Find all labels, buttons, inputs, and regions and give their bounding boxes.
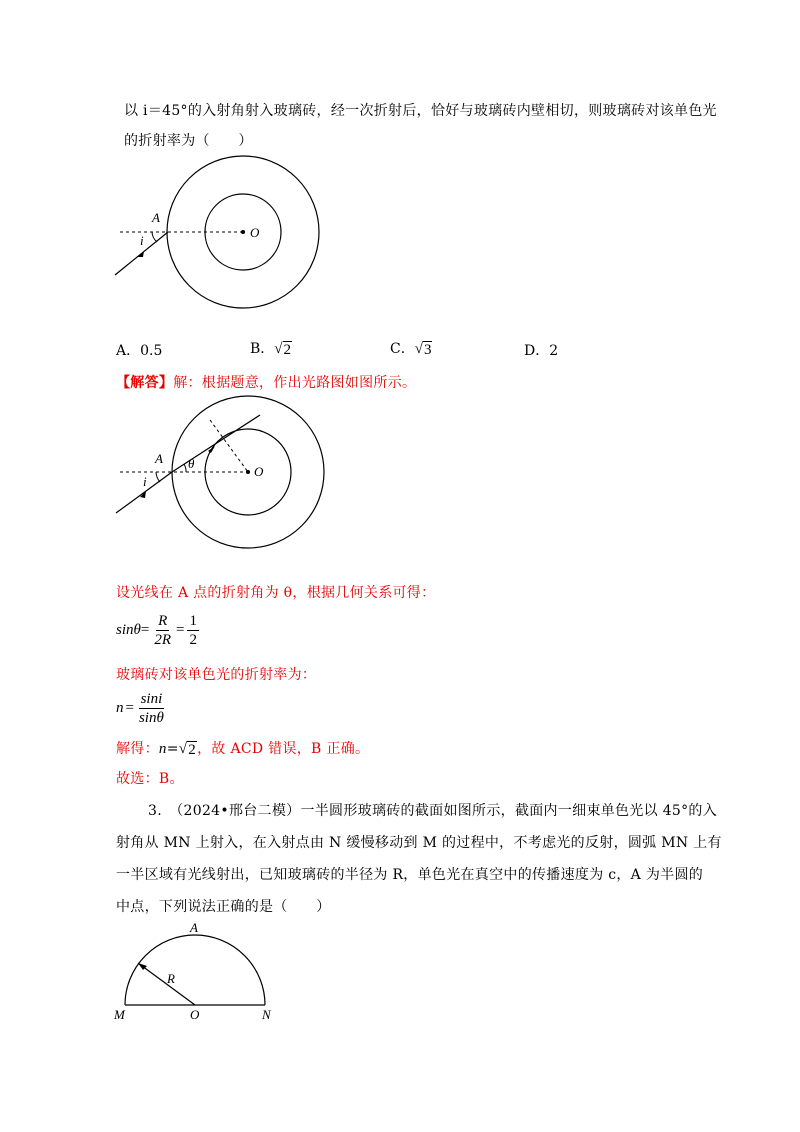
radius-to-tangent — [210, 420, 248, 472]
q3-stem-line1: 3. （2024•邢台二模）一半圆形玻璃砖的截面如图所示，截面内一细束单色光以 45°的入 — [148, 803, 718, 819]
angle-arc — [152, 232, 157, 242]
answer-step2: 玻璃砖对该单色光的折射率为： — [116, 667, 317, 683]
fig2-label-theta: θ — [188, 456, 195, 471]
semicircle-arc — [125, 935, 265, 1005]
answer-final: 故选：B。 — [116, 771, 184, 787]
q3-stem-line4: 中点，下列说法正确的是（ ） — [116, 899, 331, 915]
fig3-label-A: A — [190, 920, 198, 935]
ray-arrow — [138, 251, 144, 257]
fig1-label-A: A — [152, 210, 160, 225]
refracted-ray — [172, 415, 260, 472]
q2-figure — [100, 155, 340, 315]
answer-step1: 设光线在 A 点的折射角为 θ，根据几何关系可得： — [116, 585, 436, 601]
answer-solve: 解得：n= √ 2 ，故 ACD 错误，B 正确。 — [116, 741, 370, 758]
angle-arc-i — [156, 472, 160, 482]
option-c: C． √ 3 — [390, 341, 432, 358]
option-a: A．0.5 — [116, 343, 163, 359]
angle-arc-theta — [184, 464, 186, 472]
fig3-label-O: O — [190, 1007, 200, 1022]
q3-figure — [110, 920, 290, 1025]
fig2-label-A: A — [155, 451, 163, 466]
fig1-label-O: O — [250, 225, 260, 240]
fig1-label-i: i — [140, 233, 144, 248]
q3-stem-line2: 射角从 MN 上射入，在入射点由 N 缓慢移动到 M 的过程中，不考虑光的反射，圆弧 MN 上有 — [116, 835, 722, 851]
equation-n: n = $\frac{\sin i}{\sin\theta}$ — [116, 691, 164, 726]
q2-stem-line1: 以 i＝45°的入射角射入玻璃砖，经一次折射后，恰好与玻璃砖内壁相切，则玻璃砖对该单色光 — [124, 103, 717, 119]
option-d: D．2 — [524, 343, 559, 359]
fig3-label-N: N — [262, 1007, 271, 1022]
fig3-label-R: R — [167, 971, 175, 986]
q3-stem-line3: 一半区域有光线射出，已知玻璃砖的半径为 R，单色光在真空中的传播速度为 c，A 为半圆的 — [116, 867, 704, 883]
center-point — [241, 230, 245, 234]
q2-stem-line2: 的折射率为（ ） — [124, 133, 253, 149]
option-b: B． √ 2 — [250, 341, 292, 358]
fig2-label-O: O — [254, 464, 264, 479]
answer-header: 【解答】解：根据题意，作出光路图如图所示。 — [116, 375, 417, 391]
fig3-label-M: M — [114, 1007, 125, 1022]
equation-sin-theta: sinθ = $\frac{R}{2R}$ = $\frac{1}{2}$ — [116, 613, 197, 648]
fig2-label-i: i — [143, 474, 147, 489]
answer-figure — [100, 390, 340, 555]
